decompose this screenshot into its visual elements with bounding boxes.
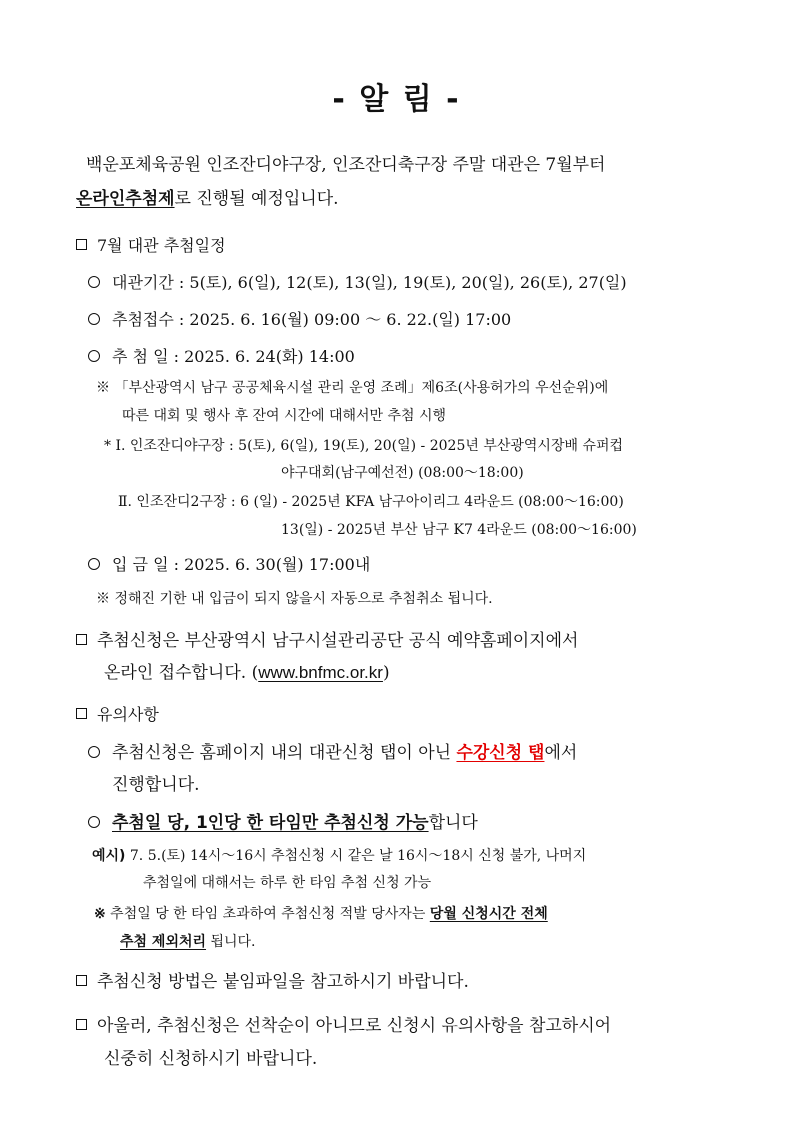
checkbox-bullet-icon — [76, 1019, 87, 1030]
circle-bullet-icon — [88, 350, 100, 362]
apply-line-2-suffix: ) — [382, 663, 390, 683]
intro-emphasis: 온라인추첨제 — [76, 189, 175, 209]
rental-period-text: 대관기간 : 5(토), 6(일), 12(토), 13(일), 19(토), 20(일), 26(토), 27(일) — [112, 273, 627, 292]
baseball-exception-line-1: * Ⅰ. 인조잔디야구장 : 5(토), 6(일), 19(토), 20(일) - 2025년 부산광역시장배 슈퍼컵 — [104, 438, 624, 454]
baseball-exception-line-2: 야구대회(남구예선전) (08:00～18:00) — [281, 465, 524, 481]
warning-line-1-text: 추첨일 당 한 타임 초과하여 추첨신청 적발 당사자는 — [105, 906, 430, 922]
circle-bullet-icon — [88, 558, 100, 570]
ordinance-note-line-2: 따른 대회 및 행사 후 잔여 시간에 대해서만 추첨 시행 — [122, 408, 447, 424]
soccer-exception-line-1: Ⅱ. 인조잔디2구장 : 6 (일) - 2025년 KFA 남구아이리그 4라운드 (08:00～16:00) — [118, 494, 624, 510]
schedule-heading — [76, 233, 226, 256]
circle-bullet-icon — [88, 746, 100, 758]
example-label: 예시) — [92, 848, 126, 864]
caution-2-suffix: 합니다 — [428, 813, 478, 833]
page-title: - 알 림 - — [332, 82, 461, 117]
intro-line-1: 백운포체육공원 인조잔디야구장, 인조잔디축구장 주말 대관은 7월부터 — [86, 155, 606, 175]
schedule-heading-text: 7월 대관 추첨일정 — [97, 236, 226, 255]
circle-bullet-icon — [88, 276, 100, 288]
warning-mark-icon: ※ — [94, 906, 106, 922]
reservation-site-link[interactable]: www.bnfmc.or.kr — [258, 663, 383, 682]
method-note — [76, 967, 469, 992]
payment-date — [88, 552, 370, 575]
circle-bullet-icon — [88, 816, 100, 828]
checkbox-bullet-icon — [76, 975, 87, 986]
closing-line-2: 신중히 신청하시기 바랍니다. — [104, 1049, 318, 1069]
apply-line-1 — [76, 626, 578, 651]
draw-date-text: 추 첨 일 : 2025. 6. 24(화) 14:00 — [112, 347, 355, 366]
payment-date-text: 입 금 일 : 2025. 6. 30(월) 17:00내 — [112, 555, 371, 574]
checkbox-bullet-icon — [76, 634, 87, 645]
reception-period-text: 추첨접수 : 2025. 6. 16(월) 09:00 ～ 6. 22.(일) 17:00 — [112, 310, 512, 329]
method-note-text: 추첨신청 방법은 붙임파일을 참고하시기 바랍니다. — [97, 972, 469, 992]
apply-line-2-prefix: 온라인 접수합니다. ( — [104, 663, 259, 683]
caution-2 — [88, 808, 478, 833]
draw-date — [88, 344, 355, 367]
caution-1-line-2: 진행합니다. — [112, 775, 200, 795]
caution-1-line-1 — [88, 738, 577, 763]
caution-1-prefix: 추첨신청은 홈페이지 내의 대관신청 탭이 아닌 — [112, 743, 457, 763]
caution-1-suffix: 에서 — [544, 743, 578, 763]
payment-note: ※ 정해진 기한 내 입금이 되지 않을시 자동으로 추첨취소 됩니다. — [96, 591, 493, 607]
checkbox-bullet-icon — [76, 708, 87, 719]
example-line-2: 추첨일에 대해서는 하루 한 타임 추첨 신청 가능 — [143, 875, 432, 891]
warning-emphasis-2: 추첨 제외처리 — [120, 934, 207, 950]
apply-line-2 — [104, 658, 390, 683]
intro-line-2-rest: 로 진행될 예정입니다. — [174, 189, 339, 209]
caution-heading — [76, 702, 159, 725]
example-line-1 — [92, 845, 586, 865]
apply-line-1-text: 추첨신청은 부산광역시 남구시설관리공단 공식 예약홈페이지에서 — [97, 631, 579, 651]
circle-bullet-icon — [88, 313, 100, 325]
ordinance-note-line-1: ※ 「부산광역시 남구 공공체육시설 관리 운영 조례」제6조(사용허가의 우선순위)에 — [96, 380, 609, 396]
closing-line-1 — [76, 1011, 611, 1036]
warning-emphasis-1: 당월 신청시간 전체 — [429, 906, 548, 922]
caution-2-emphasis: 추첨일 당, 1인당 한 타임만 추첨신청 가능 — [112, 813, 429, 833]
warning-line-2-suffix: 됩니다. — [206, 934, 256, 950]
closing-line-1-text: 아울러, 추첨신청은 선착순이 아니므로 신청시 유의사항을 참고하시어 — [97, 1016, 612, 1036]
caution-heading-text: 유의사항 — [97, 705, 159, 724]
reception-period — [88, 307, 511, 330]
soccer-exception-line-2: 13(일) - 2025년 부산 남구 K7 4라운드 (08:00～16:00) — [281, 522, 637, 538]
intro-line-2 — [76, 184, 339, 209]
rental-period — [88, 270, 627, 293]
checkbox-bullet-icon — [76, 239, 87, 250]
warning-line-1 — [94, 903, 548, 923]
warning-line-2 — [120, 931, 256, 951]
course-tab-emphasis: 수강신청 탭 — [456, 743, 545, 763]
example-line-1-text: 7. 5.(토) 14시～16시 추첨신청 시 같은 날 16시～18시 신청 불가, 나머지 — [125, 848, 587, 864]
